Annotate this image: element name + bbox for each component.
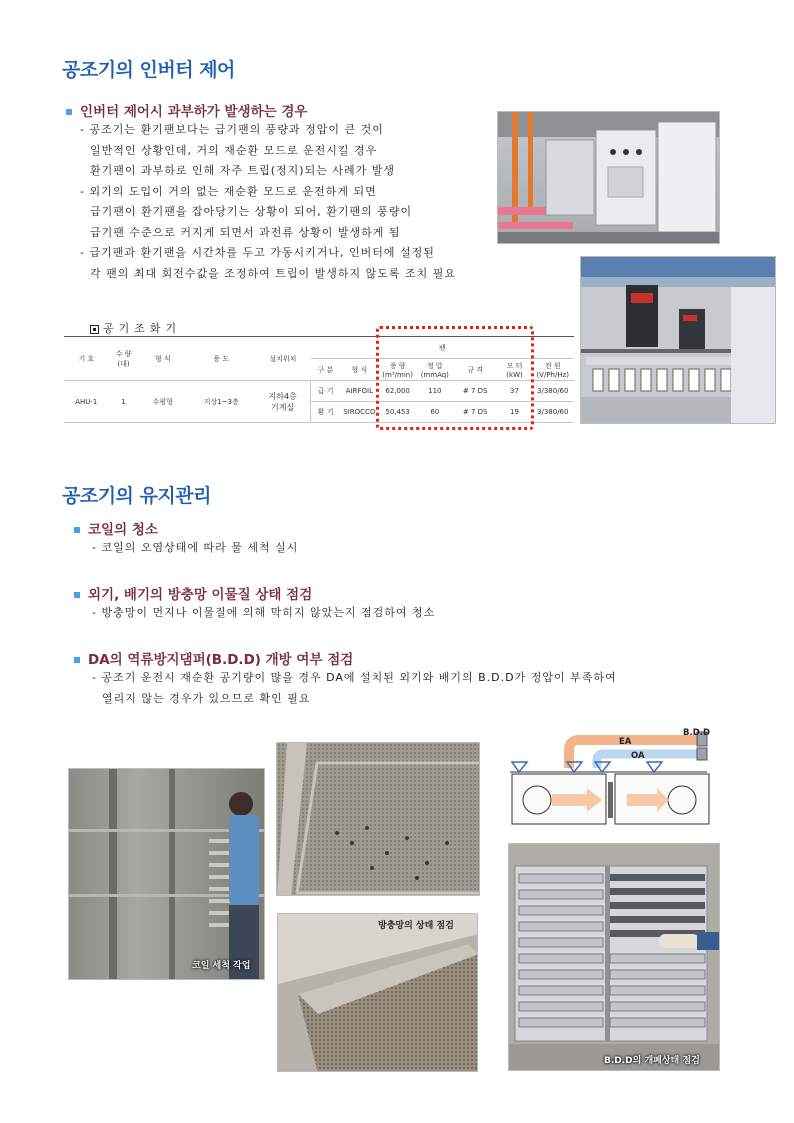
photo-ahu-room (497, 111, 720, 244)
td-motor: 37 (498, 381, 532, 402)
bullet-screen-check (74, 583, 312, 603)
td-power: 3/380/60 (532, 402, 575, 423)
td-qty: 1 (109, 381, 139, 423)
text-line: 각 팬의 최대 회전수값을 조정하여 트립이 발생하지 않도록 조치 필요 (90, 266, 456, 280)
td-size: # 7 DS (453, 402, 498, 423)
photo-screen-2 (277, 913, 478, 1072)
th-qty-label: 수 량 (115, 349, 132, 358)
th-power-label: 전 원 (544, 361, 561, 370)
td-location (255, 381, 310, 423)
bullet-square-icon (74, 527, 80, 533)
photo-inverter-panel (580, 256, 776, 424)
td-kind: 환 기 (311, 402, 341, 423)
th-fan-type: 형 식 (340, 359, 378, 381)
overload-description (80, 120, 456, 284)
text-line: - 공조기는 환기팬보다는 급기팬의 풍량과 정압이 큰 것이 (80, 123, 384, 136)
bdd-diagram (507, 728, 721, 828)
table-title-label: 공기조화기 (103, 322, 182, 335)
diagram-label-bdd: B.D.D (683, 728, 711, 738)
th-size: 규 격 (453, 359, 498, 381)
th-qty (109, 337, 139, 381)
caption-screen: 방충망의 상태 점검 (378, 921, 454, 931)
bullet-bdd-check (74, 648, 353, 668)
td-pressure: 60 (417, 402, 453, 423)
td-airflow: 62,000 (379, 381, 417, 402)
bullet-overload-label: 인버터 제어시 과부하가 발생하는 경우 (80, 104, 308, 120)
th-qty-unit: (대) (117, 359, 130, 368)
th-code: 기 호 (64, 337, 109, 381)
td-type: 수평형 (138, 381, 187, 423)
th-fan: 팬 (311, 337, 575, 359)
text-line: - 급기팬과 환기팬을 시간차를 두고 가동시키거나, 인버터에 설정된 (80, 246, 435, 259)
text-line: - 외기의 도입이 거의 없는 재순환 모드로 운전하게 되면 (80, 184, 377, 198)
th-power (532, 359, 575, 381)
text-line: 급기팬이 환기팬을 잡아당기는 상황이 되어, 환기팬의 풍량이 (90, 205, 413, 218)
bullet-square-icon (74, 657, 80, 663)
fan-highlight-box (376, 326, 534, 430)
diagram-label-oa: OA (631, 751, 645, 761)
photo-screen-1 (276, 742, 480, 896)
td-location-1: 지하4층 (268, 391, 297, 401)
td-size: # 7 DS (453, 381, 498, 402)
coil-description (92, 538, 298, 559)
th-use: 용 도 (187, 337, 255, 381)
bullet-overload (66, 100, 307, 120)
bullet-square-icon (74, 592, 80, 598)
bdd-description (92, 668, 617, 709)
bullet-coil-label: 코일의 청소 (88, 522, 158, 538)
text-line: 환기팬이 과부하로 인해 자주 트립(정지)되는 사례가 발생 (90, 164, 395, 177)
td-code: AHU-1 (64, 381, 109, 423)
th-airflow-unit: (m³/min) (382, 370, 413, 379)
text-line: - 방충망이 먼지나 이물질에 의해 막히지 않았는지 점검하여 청소 (92, 606, 436, 619)
td-use: 지상1~3층 (187, 381, 255, 423)
td-kind: 급 기 (311, 381, 341, 402)
photo-coil-cleaning (68, 768, 265, 980)
text-line: 급기팬 수준으로 커지게 되면서 과전류 상황이 발생하게 됨 (90, 225, 401, 239)
text-line: 일반적인 상황인데, 거의 재순환 모드로 운전시킬 경우 (90, 143, 378, 157)
text-line: - 공조기 운전시 재순환 공기량이 많을 경우 DA에 설치된 외기와 배기의 B.D.D가 정압이 부족하여 (92, 671, 617, 684)
caption-coil: 코일 세척 작업 (192, 961, 251, 971)
td-pressure: 110 (417, 381, 453, 402)
th-type: 형 식 (138, 337, 187, 381)
text-line: 열리지 않는 경우가 있으므로 확인 필요 (102, 691, 311, 705)
th-pressure-unit: (mmAq) (420, 370, 449, 379)
td-airflow: 50,453 (379, 402, 417, 423)
diagram-label-ea: EA (619, 737, 632, 747)
screen-description (92, 603, 435, 624)
table-title (90, 320, 181, 336)
th-power-unit: (V/Ph/Hz) (536, 370, 570, 379)
photo-bdd-damper (508, 843, 720, 1071)
section-title-maintenance: 공조기의 유지관리 (62, 485, 211, 507)
th-location: 설치위치 (255, 337, 310, 381)
td-power: 3/380/60 (532, 381, 575, 402)
bullet-square-icon (66, 109, 72, 115)
th-kind: 구 분 (311, 359, 341, 381)
caption-bdd: B.D.D의 개폐상태 점검 (604, 1056, 700, 1066)
section-title-inverter: 공조기의 인버터 제어 (62, 59, 235, 81)
td-location-2: 기계실 (271, 402, 295, 412)
bullet-bdd-label: DA의 역류방지댐퍼(B.D.D) 개방 여부 점검 (88, 652, 354, 668)
square-bullet-icon (90, 325, 99, 334)
text-line: - 코일의 오염상태에 따라 물 세척 실시 (92, 541, 299, 554)
td-fan-type: AIRFOIL (340, 381, 378, 402)
th-motor-unit: (kW) (506, 370, 523, 379)
bullet-screen-label: 외기, 배기의 방충망 이물질 상태 점검 (88, 587, 313, 603)
td-fan-type: SIROCCO (340, 402, 378, 423)
th-pressure-label: 정 압 (426, 361, 443, 370)
th-motor-label: 모 터 (506, 361, 523, 370)
td-motor: 19 (498, 402, 532, 423)
th-airflow-label: 풍 량 (389, 361, 406, 370)
bullet-coil-cleaning (74, 518, 158, 538)
